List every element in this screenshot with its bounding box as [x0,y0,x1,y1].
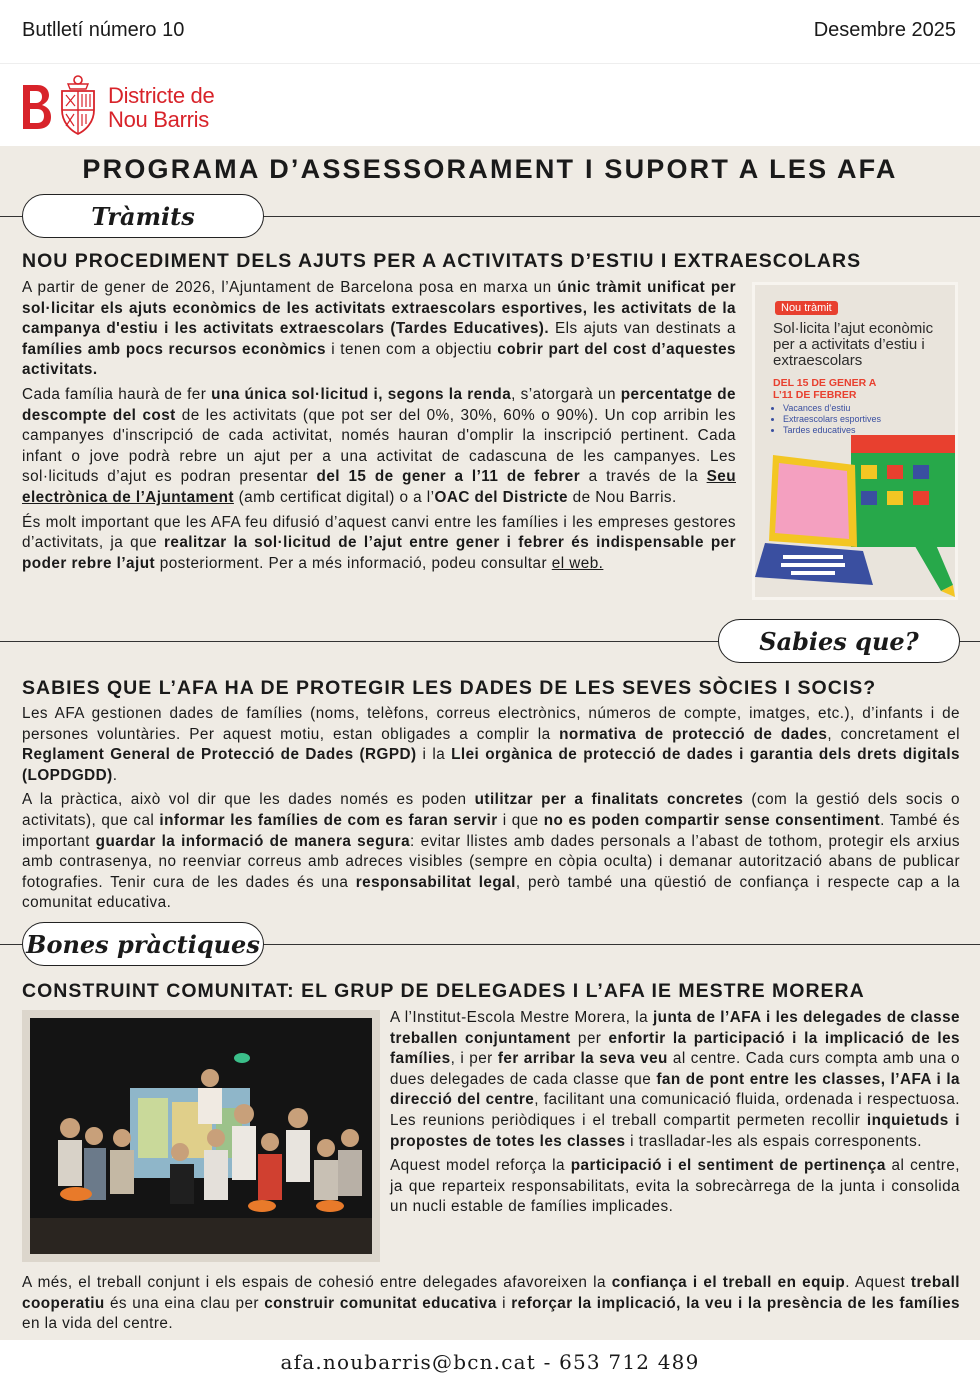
text-run: de Nou Barris. [567,488,677,506]
contact-info: afa.noubarris@bcn.cat - 653 712 489 [280,1350,700,1374]
poster-list-item: • Extraescolars esportives [783,414,881,425]
text-run[interactable]: el web. [551,554,604,572]
text-run: A la pràctica, això vol dir que les dades només es poden [22,791,475,809]
text-run: A més, el treball conjunt i els espais de cohesió entre delegades afavoreixen la [22,1274,612,1291]
poster-list [773,403,881,436]
paragraph [22,1273,960,1335]
paragraph [390,1008,960,1152]
paragraph [22,704,960,786]
bold-text: participació i el sentiment de pertinença [570,1157,886,1175]
poster-tag: Nou tràmit [775,301,838,315]
bold-text: fan de pont entre les classes, l’AFA i la direcció del centre [390,1070,960,1109]
paragraph [22,278,736,381]
bold-text: OAC del Districte [434,488,568,506]
text-run: al centre, ja que reparteix responsabilitats, evita la sobrecàrrega de la junta i consolida un nucli estable de famílies implicades. [390,1157,960,1216]
bold-text: cobrir part del cost d’aquestes activitats. [22,340,737,379]
logo-line-2: Nou Barris [108,107,209,132]
text-run: Els ajuts van destinats a [549,320,736,338]
section-pill-sabies: Sabies que? [718,619,960,663]
text-run: , i per [450,1050,498,1068]
bold-text: enfortir la participació i la implicació de les famílies [390,1029,960,1068]
paragraph [22,790,960,914]
bold-text: confiança i el treball en equip [611,1274,846,1291]
section-pill-tramits: Tràmits [22,194,264,238]
bold-text: responsabilitat legal [355,873,516,891]
logo-area [0,64,980,146]
text-run: i la [416,746,452,764]
text-run: A l’Institut-Escola Mestre Morera, la [390,1009,653,1026]
poster-list-item: • Vacances d’estiu [783,403,881,414]
text-run: de les activitats (que pot ser del 0%, 30%, 60% o 90%). Un cop arribin les campanyes d'inscripció de cada activitat, només hauran d'omplir la inscripció pertinent. Cada infant o jove podrà rebre un ajut per a una activitat de cadascuna de les campanyes. Les sol·licituds d’ajut es podran presentar [22,406,736,486]
bold-text: Reglament General de Protecció de Dades (RGPD) [22,746,417,764]
text-run: posteriorment. Per a més informació, podeu consultar [155,554,552,572]
bold-text: del 15 de gener a l’11 de febrer [316,468,581,486]
issue-date: Desembre 2025 [813,19,956,41]
bold-text: una única sol·licitud i, segons la renda [211,385,512,403]
bold-text: únic tràmit unificat per sol·licitar els ajuts econòmics de les activitats extraescolars esportives, les activitats de la campanya d'estiu i les activitats extraescolars (Tardes Educatives). [22,279,736,338]
text-run: A partir de gener de 2026, l’Ajuntament de Barcelona posa en marxa un [22,279,558,296]
text-run: a través de la [580,468,707,486]
text-run: . També és important [22,811,960,850]
text-run: Cada família haurà de fer [22,385,212,403]
bold-text: normativa de protecció de dades [559,725,828,743]
paragraph [390,1156,960,1218]
text-run: en la vida del centre. [22,1315,174,1333]
text-run: al centre. Cada curs compta amb una o dues delegades de cada classe que [390,1050,960,1088]
paragraph [22,385,736,509]
section-body-comunitat [390,1008,960,1222]
text-run: . [112,766,118,784]
laptop-calendar-illustration [755,435,955,597]
logo-b-icon [20,82,54,132]
section-pill-bones: Bones pràctiques [22,922,264,966]
text-run: per [570,1029,609,1047]
top-bar [0,0,980,64]
bold-text: reforçar la implicació, la veu i la presència de les famílies [511,1294,961,1312]
campaign-poster [752,282,958,600]
bold-text: no es poden compartir sense consentiment [543,811,881,829]
text-run: Les AFA gestionen dades de famílies (noms, telèfons, correus electrònics, números de compte, imatges, etc.), d’infants i de persones voluntàries. Per aquest motiu, estan obligades a complir la [22,705,960,743]
section-heading-ajuts: NOU PROCEDIMENT DELS AJUTS PER A ACTIVITATS D’ESTIU I EXTRAESCOLARS [22,250,862,272]
bold-text: famílies amb pocs recursos econòmics [22,340,326,358]
text-run: . Aquest [845,1274,911,1291]
text-run: : evitar llistes amb dades personals a l’abast de tothom, protegir els arxius amb contrasenya, no reenviar correus amb adreces visibles (sempre en còpia oculta) i demanar autorització abans de publicar fotografies. Tenir cura de les dades és una [22,832,960,891]
text-run: (amb certificat digital) o a l’ [233,488,435,506]
group-photo [22,1010,380,1262]
poster-dates-line-2: L’11 DE FEBRER [773,389,857,401]
text-run: , però també una qüestió de confiança i respecte cap a la comunitat educativa. [22,873,960,912]
logo-line-1: Districte de [108,83,215,108]
section-heading-dades: SABIES QUE L’AFA HA DE PROTEGIR LES DADES DE LES SEVES SÒCIES I SOCIS? [22,677,877,699]
bold-text: junta de l’AFA i les delegades de classe treballen conjuntament [390,1009,961,1047]
bold-text: Llei orgànica de protecció de dades i garantia dels drets digitals (LOPDGDD) [22,746,960,784]
bold-text: realitzar la sol·licitud de l’ajut entre gener i febrer és indispensable per poder rebre l’ajut [22,534,737,572]
text-run: Aquest model reforça la [390,1157,571,1175]
section-body-ajuts [22,278,736,578]
text-run: i tenen com a objectiu [325,340,498,358]
footer [0,1340,980,1386]
text-run: (com la gestió dels socis o activitats), que cal [22,791,960,829]
text-run: i [496,1294,512,1312]
text-run: És molt important que les AFA feu difusió d’aquest canvi entre les famílies i les empreses gestores d’activitats, ja que [22,513,736,552]
paragraph [22,513,736,575]
bold-text: fer arribar la seva veu [497,1050,668,1068]
text-run: , facilitant una comunicació fluida, ordenada i respectuosa. Les reunions periòdiques i el treball compartit permeten recollir [390,1091,961,1129]
bold-text: percentatge de descompte del cost [22,385,736,424]
section-body-dades [22,704,960,918]
text-run: i que [497,811,544,829]
issue-number: Butlletí número 10 [22,19,185,41]
bold-text: inquietuds i propostes de totes les classes [390,1111,960,1150]
poster-dates [773,377,876,401]
section-heading-comunitat: CONSTRUINT COMUNITAT: EL GRUP DE DELEGADES I L’AFA IE MESTRE MORERA [22,980,865,1002]
text-run: és una eina clau per [104,1294,265,1312]
bold-text: guardar la informació de manera segura [95,832,411,850]
bold-text: construir comunitat educativa [264,1294,497,1312]
bold-text: treball cooperatiu [22,1274,960,1312]
barcelona-shield-icon [54,74,102,136]
text-run: , s’atorgarà un [511,385,621,403]
text-run: i traslladar-les als espais corresponents. [625,1132,922,1150]
poster-list-item: • Tardes educatives [783,425,881,436]
text-run: , concretament el [827,725,961,743]
section-body-comunitat-end [22,1273,960,1339]
poster-title: Sol·licita l’ajut econòmic per a activitats d’estiu i extraescolars [773,320,934,369]
group-photo-image [30,1018,372,1254]
bold-text: informar les famílies de com es faran servir [159,811,498,829]
bold-text[interactable]: Seu electrònica de l’Ajuntament [22,468,736,506]
poster-dates-line-1: DEL 15 DE GENER A [773,377,877,389]
page-title: PROGRAMA D’ASSESSORAMENT I SUPORT A LES AFA [82,154,898,184]
district-logo-text [108,84,214,132]
bold-text: utilitzar per a finalitats concretes [474,791,744,809]
